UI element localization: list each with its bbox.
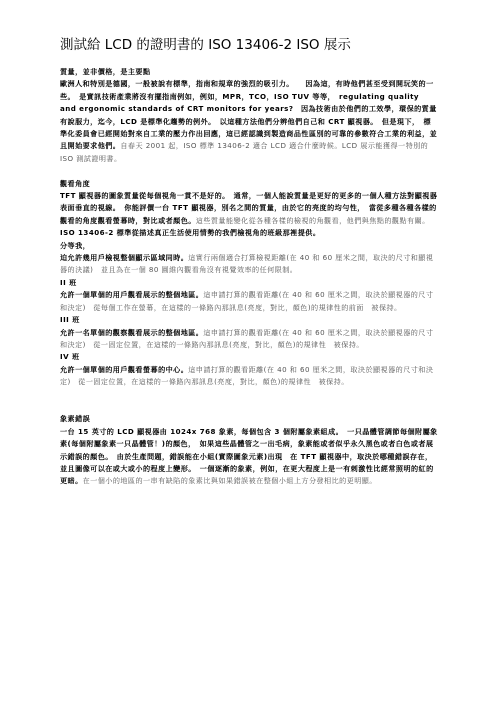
viewing-normal-text: 這些質量能變化從各種各樣的檢視的角觀看，他們與焦點的觀點有關。 <box>195 215 430 225</box>
intro-paragraph <box>60 78 438 165</box>
document-body <box>60 66 438 488</box>
class-4-name: IV 班 <box>60 352 80 362</box>
intro-normal-text: 自春天 2001 起，ISO 標準 13406-2 適合 LCD 適合什麼時候。LCD 展示能獲得一特別的 ISO 測試證明書。 <box>60 141 429 163</box>
class-2-bold: 允許一個單個的用戶觀看展示的整個地區。 <box>60 290 204 300</box>
class-2-paragraph <box>60 289 438 314</box>
class-3-bold: 允許一名單個的觀察觀看展示的整個地區。 <box>60 327 204 337</box>
iso-statement: ISO 13406-2 標準從描述真正生活使用情勢的我們檢視角的班級那裡提供。 <box>60 228 321 238</box>
viewing-heading: 觀看角度 <box>60 178 91 188</box>
class-2-name: II 班 <box>60 277 77 287</box>
class-1-bold: 迫允許幾用戶檢視整個顯示區域同時。 <box>60 253 189 263</box>
class-1-paragraph <box>60 252 438 277</box>
class-4-paragraph <box>60 364 438 389</box>
spacer <box>60 389 438 414</box>
class-3-name: III 班 <box>60 315 80 325</box>
viewing-paragraph <box>60 190 438 227</box>
document-title: 測試給 LCD 的證明書的 ISO 13406-2 ISO 展示 <box>60 37 351 53</box>
class-4-bold: 允許一個單個的用戶觀看螢幕的中心。 <box>60 364 189 374</box>
pixel-paragraph <box>60 426 438 488</box>
intro-bold-text: 歐洲人和特別是德國，一般被說有標準，指南和規章的強烈的吸引力。 因為這，有時他們甚至受到開玩笑的一些。 是實訊技術產業將沒有擺指南例如，例如，MPR，TCO，ISO TUV 等等， regulating quality and ergonomic standards of CRT monitors for years? 因為技術由於他們的工效學，環保的質量有說服力，迄今，LCD 是標準化趨勢的例外。 以這種方法他們分辨他們自己和 CRT 顯視器。 但是現下， 標準化委員會已經開始對來自工業的壓力作出回應，這已經認識到製造商品性區別的可靠的參數符合工業的利益，並且開始要求他們。 <box>60 79 438 151</box>
class-3-normal: 這申請打算的觀看距離(在 40 和 60 厘米之間，取決於顯視器的尺寸和決定) 從一固定位置，在這樣的一條路內那訊息(亮度，對比，顏色)的規律性 被保持。 <box>60 327 434 349</box>
pixel-heading: 象素錯誤 <box>60 414 91 424</box>
pixel-normal-text: 在一個小的地區的一串有缺陷的象素比與如果錯誤被在整個小組上方分發相比的更明顯。 <box>82 476 377 486</box>
viewing-bold-text: TFT 顯視器的圖象質量從每個視角一貫不是好的。 通常，一個人能說質量是更好的更多的一個人種方法對顯視器表面垂直的視線。 你能評價一台 TFT 顯視器，別名之間的質量，由於它的亮度的均勻性， 當從多種各種各樣的觀看的角度觀看螢幕時，對比或者顏色。 <box>60 191 438 225</box>
spacer <box>60 165 438 177</box>
pixel-bold-text: 一台 15 英寸的 LCD 顯視器由 1024x 768 象素，每個包含 3 個附屬象素組成。 一只晶體管調節每個附屬象素(每個附屬象素一只晶體管！)的顏色， 如果這些晶體管之一出毛病，象素能或者似乎永久黑色或者白色或者展示錯誤的顏色。 由於生產問題，錯誤能在小組(實際圖象元素)出現 在 TFT 顯視器中，取決於哪種錯誤存在，並且圖像可以在或大或小的程度上變形。 一個逐漸的象素，例如，在更大程度上是一有刺激性比經常照明的紅的更暗。 <box>60 426 438 486</box>
class-2-normal: 這申請打算的觀看距離(在 40 和 60 厘米之間，取決於顯視器的尺寸和決定) 從每個工作在螢幕，在這樣的一條路內那訊息(亮度，對比，顏色)的規律性的前面 被保持。 <box>60 290 434 312</box>
classes-label: 分等我， <box>60 240 91 250</box>
class-3-paragraph <box>60 327 438 352</box>
class-4-normal: 這申請打算的觀看距離(在 40 和 60 厘米之間，取決於顯視器的尺寸和決定) 從一固定位置，在這樣的一條路內那訊息(亮度，對比，顏色)的規律性 被保持。 <box>60 364 434 387</box>
class-1-normal: 這實行兩個適合打算檢視距離(在 40 和 60 厘米之間，取決的尺寸和顯視器的決議) 並且為在一個 80 圓維內觀看角沒有視覺效率的任何限制。 <box>60 253 434 275</box>
intro-heading: 質量，並非價格，是主要點 <box>60 67 151 76</box>
